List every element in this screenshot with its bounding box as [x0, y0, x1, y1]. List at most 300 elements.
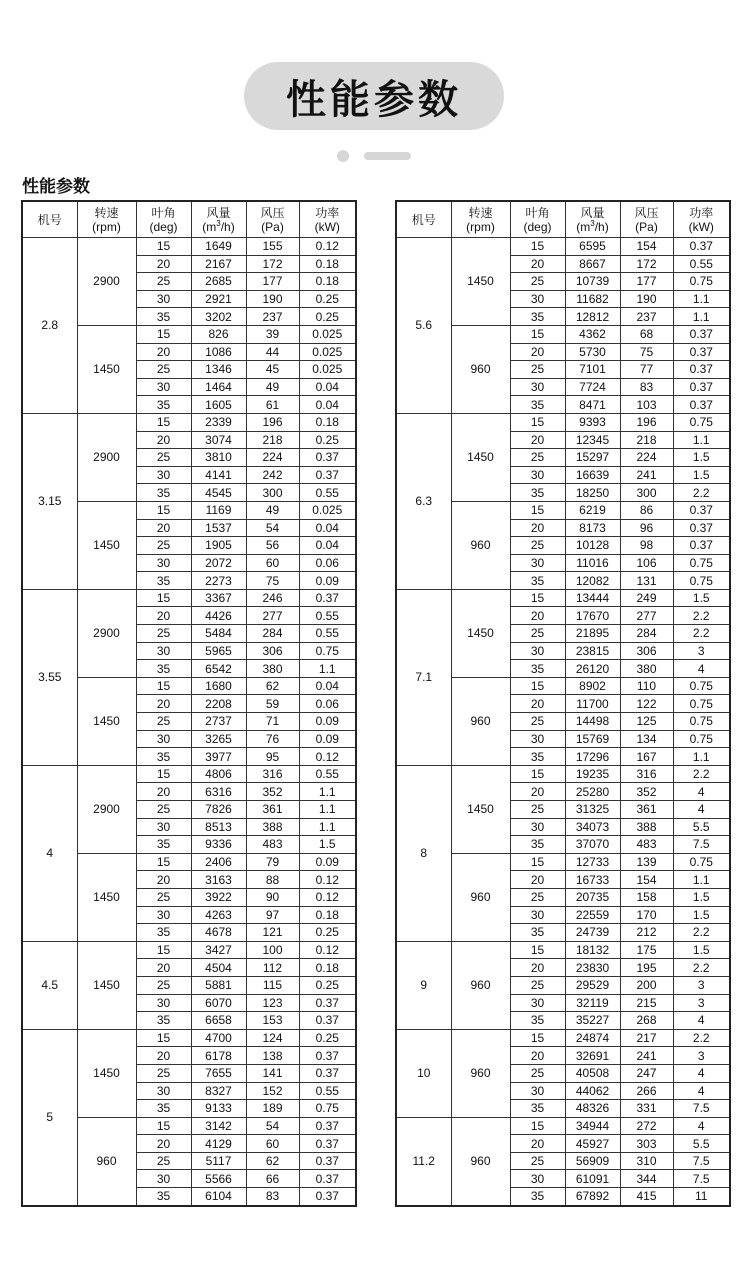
pressure-cell: 218 [620, 431, 673, 449]
pressure-cell: 66 [246, 1170, 299, 1188]
flow-cell: 25280 [565, 783, 620, 801]
power-cell: 7.5 [673, 836, 730, 854]
angle-cell: 15 [510, 941, 565, 959]
table-row [396, 238, 730, 256]
pressure-cell: 177 [620, 273, 673, 291]
pressure-cell: 167 [620, 748, 673, 766]
angle-cell: 30 [510, 554, 565, 572]
angle-cell: 20 [510, 1047, 565, 1065]
machine-cell: 5.6 [396, 238, 451, 414]
pressure-cell: 98 [620, 537, 673, 555]
angle-cell: 30 [510, 1082, 565, 1100]
flow-cell: 17670 [565, 607, 620, 625]
performance-table-right [395, 200, 731, 1207]
pressure-cell: 175 [620, 941, 673, 959]
angle-cell: 25 [510, 625, 565, 643]
angle-cell: 15 [510, 238, 565, 256]
pressure-cell: 316 [620, 765, 673, 783]
flow-cell: 4141 [191, 466, 246, 484]
angle-cell: 20 [136, 519, 191, 537]
flow-cell: 2339 [191, 413, 246, 431]
flow-cell: 8667 [565, 255, 620, 273]
pressure-cell: 95 [246, 748, 299, 766]
flow-cell: 1605 [191, 396, 246, 414]
power-cell: 1.5 [673, 589, 730, 607]
power-cell: 0.75 [673, 677, 730, 695]
flow-cell: 7826 [191, 801, 246, 819]
pressure-cell: 90 [246, 888, 299, 906]
pressure-cell: 49 [246, 501, 299, 519]
speed-cell: 1450 [451, 765, 510, 853]
power-cell: 0.12 [299, 941, 356, 959]
table-row [396, 589, 730, 607]
flow-cell: 15769 [565, 730, 620, 748]
pressure-cell: 218 [246, 431, 299, 449]
angle-cell: 20 [510, 959, 565, 977]
power-cell: 0.09 [299, 730, 356, 748]
power-cell: 0.09 [299, 713, 356, 731]
flow-cell: 11700 [565, 695, 620, 713]
power-cell: 0.37 [673, 343, 730, 361]
table-row [396, 1029, 730, 1047]
pressure-cell: 54 [246, 1117, 299, 1135]
pressure-cell: 153 [246, 1012, 299, 1030]
angle-cell: 35 [510, 308, 565, 326]
flow-cell: 1649 [191, 238, 246, 256]
angle-cell: 15 [136, 765, 191, 783]
flow-cell: 40508 [565, 1064, 620, 1082]
flow-cell: 4426 [191, 607, 246, 625]
power-cell: 0.37 [299, 1135, 356, 1153]
angle-cell: 20 [510, 871, 565, 889]
power-cell: 0.04 [299, 378, 356, 396]
power-cell: 0.06 [299, 554, 356, 572]
flow-cell: 4806 [191, 765, 246, 783]
power-cell: 0.18 [299, 413, 356, 431]
pressure-cell: 483 [620, 836, 673, 854]
angle-cell: 35 [136, 484, 191, 502]
pressure-cell: 361 [620, 801, 673, 819]
pressure-cell: 415 [620, 1188, 673, 1206]
flow-cell: 8513 [191, 818, 246, 836]
flow-cell: 4678 [191, 924, 246, 942]
power-cell: 0.37 [299, 1152, 356, 1170]
pressure-cell: 388 [620, 818, 673, 836]
table-row [396, 765, 730, 783]
pager-dash [364, 152, 411, 160]
speed-cell: 2900 [77, 765, 136, 853]
angle-cell: 30 [510, 994, 565, 1012]
power-cell: 4 [673, 1012, 730, 1030]
flow-cell: 48326 [565, 1100, 620, 1118]
machine-cell: 3.15 [22, 413, 77, 589]
angle-cell: 35 [136, 1188, 191, 1206]
flow-cell: 7724 [565, 378, 620, 396]
pressure-cell: 131 [620, 572, 673, 590]
power-cell: 1.5 [299, 836, 356, 854]
pressure-cell: 96 [620, 519, 673, 537]
power-cell: 0.37 [673, 378, 730, 396]
angle-cell: 25 [510, 361, 565, 379]
pressure-cell: 71 [246, 713, 299, 731]
angle-cell: 35 [136, 396, 191, 414]
flow-cell: 56909 [565, 1152, 620, 1170]
angle-cell: 25 [510, 273, 565, 291]
angle-cell: 15 [136, 413, 191, 431]
machine-cell: 4.5 [22, 941, 77, 1029]
header-angle: 叶角 (deg) [510, 201, 565, 238]
angle-cell: 15 [510, 765, 565, 783]
flow-cell: 9393 [565, 413, 620, 431]
power-cell: 1.1 [673, 308, 730, 326]
power-cell: 0.025 [299, 501, 356, 519]
flow-cell: 1169 [191, 501, 246, 519]
flow-cell: 6104 [191, 1188, 246, 1206]
speed-cell: 960 [451, 677, 510, 765]
power-cell: 0.75 [673, 730, 730, 748]
angle-cell: 25 [510, 537, 565, 555]
power-cell: 0.25 [299, 431, 356, 449]
angle-cell: 25 [136, 976, 191, 994]
pressure-cell: 76 [246, 730, 299, 748]
power-cell: 0.55 [299, 765, 356, 783]
pressure-cell: 54 [246, 519, 299, 537]
power-cell: 7.5 [673, 1100, 730, 1118]
flow-cell: 5730 [565, 343, 620, 361]
angle-cell: 30 [510, 290, 565, 308]
power-cell: 0.12 [299, 888, 356, 906]
power-cell: 0.37 [299, 1170, 356, 1188]
power-cell: 0.37 [299, 1188, 356, 1206]
flow-cell: 31325 [565, 801, 620, 819]
pressure-cell: 115 [246, 976, 299, 994]
angle-cell: 20 [510, 607, 565, 625]
flow-cell: 2208 [191, 695, 246, 713]
flow-cell: 20735 [565, 888, 620, 906]
flow-cell: 3142 [191, 1117, 246, 1135]
angle-cell: 30 [510, 642, 565, 660]
flow-cell: 16639 [565, 466, 620, 484]
pressure-cell: 266 [620, 1082, 673, 1100]
flow-cell: 22559 [565, 906, 620, 924]
angle-cell: 20 [510, 519, 565, 537]
header-flow: 风量 $(m^3/h)$ [565, 201, 620, 238]
pager-dot [337, 150, 349, 162]
angle-cell: 15 [136, 589, 191, 607]
pressure-cell: 62 [246, 1152, 299, 1170]
angle-cell: 20 [510, 783, 565, 801]
power-cell: 4 [673, 801, 730, 819]
pressure-cell: 103 [620, 396, 673, 414]
machine-cell: 6.3 [396, 413, 451, 589]
pressure-cell: 352 [246, 783, 299, 801]
flow-cell: 6178 [191, 1047, 246, 1065]
flow-cell: 2072 [191, 554, 246, 572]
angle-cell: 15 [510, 501, 565, 519]
flow-cell: 37070 [565, 836, 620, 854]
speed-cell: 2900 [77, 238, 136, 326]
pressure-cell: 190 [620, 290, 673, 308]
pressure-cell: 154 [620, 238, 673, 256]
flow-cell: 61091 [565, 1170, 620, 1188]
pressure-cell: 380 [620, 660, 673, 678]
pressure-cell: 110 [620, 677, 673, 695]
angle-cell: 15 [136, 1117, 191, 1135]
power-cell: 0.025 [299, 361, 356, 379]
flow-cell: 18132 [565, 941, 620, 959]
power-cell: 0.18 [299, 959, 356, 977]
pressure-cell: 300 [620, 484, 673, 502]
power-cell: 0.12 [299, 871, 356, 889]
speed-cell: 1450 [77, 941, 136, 1029]
angle-cell: 30 [136, 818, 191, 836]
header-machine: 机号 [396, 201, 451, 238]
speed-cell: 960 [451, 941, 510, 1029]
flow-cell: 12082 [565, 572, 620, 590]
power-cell: 1.1 [299, 660, 356, 678]
pressure-cell: 316 [246, 765, 299, 783]
power-cell: 0.04 [299, 677, 356, 695]
angle-cell: 20 [510, 695, 565, 713]
angle-cell: 20 [510, 255, 565, 273]
pressure-cell: 224 [246, 449, 299, 467]
angle-cell: 25 [136, 273, 191, 291]
flow-cell: 21895 [565, 625, 620, 643]
power-cell: 0.37 [299, 449, 356, 467]
table-row [22, 589, 356, 607]
power-cell: 1.1 [673, 290, 730, 308]
table-header-row [22, 201, 356, 238]
pressure-cell: 59 [246, 695, 299, 713]
pressure-cell: 303 [620, 1135, 673, 1153]
pressure-cell: 284 [246, 625, 299, 643]
flow-cell: 13444 [565, 589, 620, 607]
power-cell: 2.2 [673, 765, 730, 783]
pressure-cell: 88 [246, 871, 299, 889]
power-cell: 0.55 [299, 484, 356, 502]
flow-cell: 1464 [191, 378, 246, 396]
pressure-cell: 83 [246, 1188, 299, 1206]
power-cell: 1.5 [673, 449, 730, 467]
pressure-cell: 60 [246, 554, 299, 572]
pressure-cell: 277 [246, 607, 299, 625]
flow-cell: 11682 [565, 290, 620, 308]
flow-cell: 23830 [565, 959, 620, 977]
flow-cell: 4263 [191, 906, 246, 924]
power-cell: 4 [673, 660, 730, 678]
flow-cell: 6219 [565, 501, 620, 519]
power-cell: 0.37 [299, 994, 356, 1012]
angle-cell: 15 [510, 589, 565, 607]
pressure-cell: 306 [246, 642, 299, 660]
power-cell: 0.25 [299, 290, 356, 308]
pressure-cell: 61 [246, 396, 299, 414]
flow-cell: 18250 [565, 484, 620, 502]
angle-cell: 35 [510, 572, 565, 590]
power-cell: 0.25 [299, 976, 356, 994]
pressure-cell: 241 [620, 1047, 673, 1065]
speed-cell: 2900 [77, 589, 136, 677]
angle-cell: 35 [510, 484, 565, 502]
machine-cell: 7.1 [396, 589, 451, 765]
power-cell: 2.2 [673, 484, 730, 502]
angle-cell: 30 [136, 730, 191, 748]
power-cell: 0.12 [299, 748, 356, 766]
angle-cell: 15 [510, 853, 565, 871]
power-cell: 0.25 [299, 308, 356, 326]
flow-cell: 17296 [565, 748, 620, 766]
power-cell: 7.5 [673, 1152, 730, 1170]
angle-cell: 35 [510, 660, 565, 678]
power-cell: 0.09 [299, 853, 356, 871]
machine-cell: 4 [22, 765, 77, 941]
angle-cell: 35 [510, 748, 565, 766]
pressure-cell: 177 [246, 273, 299, 291]
power-cell: 2.2 [673, 1029, 730, 1047]
flow-cell: 8471 [565, 396, 620, 414]
power-cell: 3 [673, 642, 730, 660]
angle-cell: 15 [510, 1029, 565, 1047]
pressure-cell: 122 [620, 695, 673, 713]
pressure-cell: 170 [620, 906, 673, 924]
performance-table-left [21, 200, 357, 1207]
header-speed: 转速 (rpm) [77, 201, 136, 238]
flow-cell: 32691 [565, 1047, 620, 1065]
power-cell: 11 [673, 1188, 730, 1206]
angle-cell: 20 [136, 1047, 191, 1065]
speed-cell: 960 [451, 501, 510, 589]
power-cell: 1.5 [673, 466, 730, 484]
power-cell: 2.2 [673, 607, 730, 625]
pressure-cell: 56 [246, 537, 299, 555]
power-cell: 0.75 [673, 413, 730, 431]
power-cell: 0.55 [299, 625, 356, 643]
flow-cell: 15297 [565, 449, 620, 467]
flow-cell: 44062 [565, 1082, 620, 1100]
angle-cell: 25 [510, 801, 565, 819]
angle-cell: 15 [136, 238, 191, 256]
pressure-cell: 158 [620, 888, 673, 906]
flow-cell: 6070 [191, 994, 246, 1012]
pressure-cell: 139 [620, 853, 673, 871]
pressure-cell: 75 [620, 343, 673, 361]
flow-cell: 67892 [565, 1188, 620, 1206]
power-cell: 0.37 [673, 519, 730, 537]
angle-cell: 25 [136, 361, 191, 379]
power-cell: 0.09 [299, 572, 356, 590]
pressure-cell: 247 [620, 1064, 673, 1082]
pressure-cell: 138 [246, 1047, 299, 1065]
power-cell: 0.37 [673, 325, 730, 343]
pressure-cell: 196 [246, 413, 299, 431]
power-cell: 3 [673, 1047, 730, 1065]
flow-cell: 8902 [565, 677, 620, 695]
flow-cell: 6658 [191, 1012, 246, 1030]
pressure-cell: 331 [620, 1100, 673, 1118]
power-cell: 5.5 [673, 1135, 730, 1153]
angle-cell: 20 [136, 431, 191, 449]
angle-cell: 30 [510, 1170, 565, 1188]
flow-cell: 32119 [565, 994, 620, 1012]
pressure-cell: 300 [246, 484, 299, 502]
pressure-cell: 44 [246, 343, 299, 361]
pressure-cell: 388 [246, 818, 299, 836]
flow-cell: 35227 [565, 1012, 620, 1030]
flow-cell: 1086 [191, 343, 246, 361]
pressure-cell: 125 [620, 713, 673, 731]
power-cell: 0.37 [299, 1012, 356, 1030]
flow-cell: 29529 [565, 976, 620, 994]
table-row [22, 765, 356, 783]
angle-cell: 20 [136, 1135, 191, 1153]
pressure-cell: 246 [246, 589, 299, 607]
angle-cell: 30 [136, 906, 191, 924]
power-cell: 0.75 [673, 572, 730, 590]
machine-cell: 9 [396, 941, 451, 1029]
pressure-cell: 75 [246, 572, 299, 590]
flow-cell: 26120 [565, 660, 620, 678]
power-cell: 0.37 [673, 238, 730, 256]
angle-cell: 15 [510, 1117, 565, 1135]
angle-cell: 25 [136, 1064, 191, 1082]
angle-cell: 35 [136, 660, 191, 678]
flow-cell: 3163 [191, 871, 246, 889]
power-cell: 0.025 [299, 325, 356, 343]
flow-cell: 1905 [191, 537, 246, 555]
power-cell: 0.37 [673, 501, 730, 519]
angle-cell: 35 [136, 308, 191, 326]
machine-cell: 11.2 [396, 1117, 451, 1205]
pressure-cell: 97 [246, 906, 299, 924]
power-cell: 1.1 [673, 871, 730, 889]
header-pressure: 风压 (Pa) [620, 201, 673, 238]
flow-cell: 19235 [565, 765, 620, 783]
pressure-cell: 200 [620, 976, 673, 994]
angle-cell: 15 [136, 941, 191, 959]
power-cell: 1.1 [299, 783, 356, 801]
power-cell: 0.55 [299, 1082, 356, 1100]
angle-cell: 30 [136, 994, 191, 1012]
flow-cell: 3427 [191, 941, 246, 959]
pressure-cell: 344 [620, 1170, 673, 1188]
header-machine: 机号 [22, 201, 77, 238]
power-cell: 0.75 [673, 695, 730, 713]
pressure-cell: 112 [246, 959, 299, 977]
power-cell: 0.25 [299, 1029, 356, 1047]
angle-cell: 20 [136, 343, 191, 361]
angle-cell: 15 [136, 325, 191, 343]
angle-cell: 20 [510, 1135, 565, 1153]
angle-cell: 25 [510, 449, 565, 467]
power-cell: 0.75 [673, 853, 730, 871]
angle-cell: 30 [136, 1170, 191, 1188]
pressure-cell: 277 [620, 607, 673, 625]
flow-cell: 8173 [565, 519, 620, 537]
angle-cell: 35 [510, 396, 565, 414]
angle-cell: 30 [136, 466, 191, 484]
power-cell: 0.37 [299, 466, 356, 484]
speed-cell: 1450 [77, 677, 136, 765]
angle-cell: 35 [136, 836, 191, 854]
power-cell: 4 [673, 1082, 730, 1100]
flow-cell: 5117 [191, 1152, 246, 1170]
angle-cell: 20 [136, 959, 191, 977]
speed-cell: 960 [451, 325, 510, 413]
pressure-cell: 172 [620, 255, 673, 273]
flow-cell: 16733 [565, 871, 620, 889]
flow-cell: 11016 [565, 554, 620, 572]
flow-cell: 3367 [191, 589, 246, 607]
